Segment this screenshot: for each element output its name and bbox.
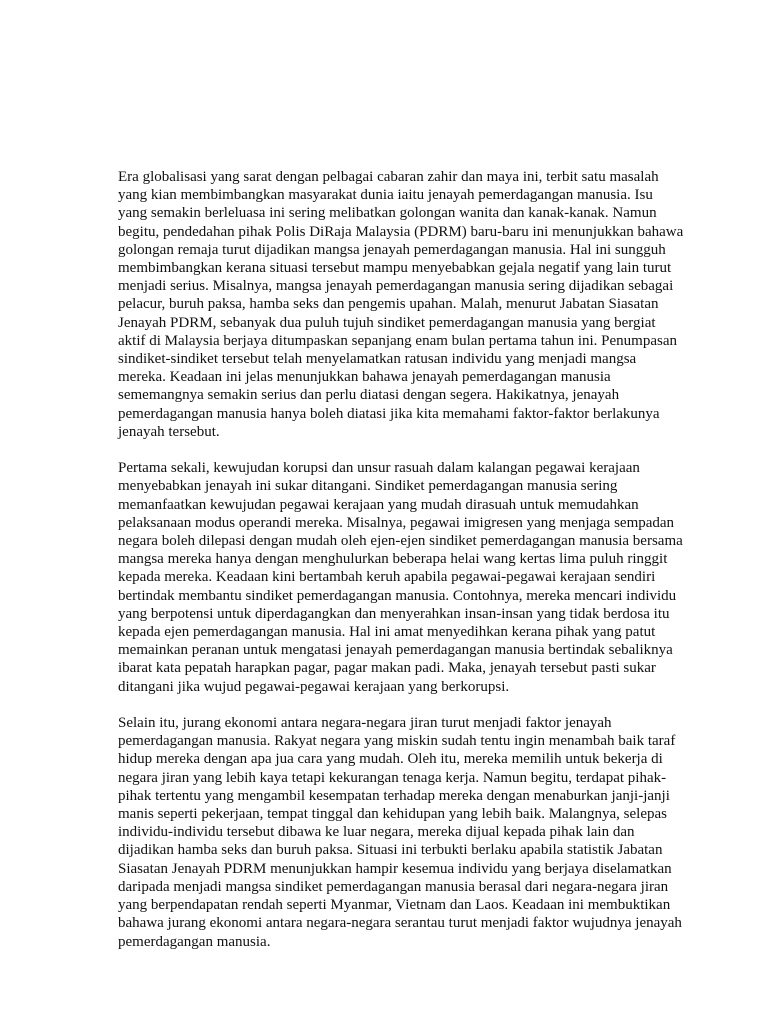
paragraph-line: Siasatan Jenayah PDRM menunjukkan hampir kesemua individu yang berjaya diselamatkan <box>118 860 672 877</box>
paragraph-2 <box>118 459 683 696</box>
paragraph-line: negara jiran yang lebih kaya tetapi kekurangan tenaga kerja. Namun begitu, terdapat pihak- <box>118 769 667 786</box>
paragraph-3 <box>118 714 682 951</box>
paragraph-line: ibarat kata pepatah harapkan pagar, pagar makan padi. Maka, jenayah tersebut pasti sukar <box>118 660 656 677</box>
paragraph-line: Era globalisasi yang sarat dengan pelbagai cabaran zahir dan maya ini, terbit satu masalah <box>118 169 659 185</box>
paragraph-line: pelaksanaan modus operandi mereka. Misalnya, pegawai imigresen yang menjaga sempadan <box>118 514 675 531</box>
paragraph-line: sindiket-sindiket tersebut telah menyelamatkan ratusan individu yang menjadi mangsa <box>118 351 637 368</box>
paragraph-line: menjadi serius. Misalnya, mangsa jenayah pemerdagangan manusia sering dijadikan sebagai <box>118 278 674 295</box>
paragraph-line: pemerdagangan manusia. <box>118 933 271 950</box>
paragraph-line: jenayah tersebut. <box>118 423 220 440</box>
paragraph-line: menyebabkan jenayah ini sukar ditangani. Sindiket pemerdagangan manusia sering <box>118 478 618 495</box>
paragraph-line: kepada mereka. Keadaan kini bertambah keruh apabila pegawai-pegawai kerajaan sendiri <box>118 569 656 586</box>
paragraph-line: dijadikan hamba seks dan buruh paksa. Situasi ini terbukti berlaku apabila statistik Jabatan <box>118 842 663 859</box>
paragraph-line: kepada ejen pemerdagangan manusia. Hal ini amat menyedihkan kerana pihak yang patut <box>118 624 656 641</box>
paragraph-line: negara boleh dilepasi dengan mudah oleh ejen-ejen sindiket pemerdagangan manusia bersama <box>118 533 683 550</box>
paragraph-line: pihak tertentu yang mengambil kesempatan terhadap mereka dengan menaburkan janji-janji <box>118 787 670 804</box>
paragraph-line: pelacur, buruh paksa, hamba seks dan pengemis upahan. Malah, menurut Jabatan Siasatan <box>118 296 659 313</box>
paragraph-line: hidup mereka dengan apa jua cara yang mudah. Oleh itu, mereka memilih untuk bekerja di <box>118 751 663 768</box>
paragraph-1 <box>118 168 684 441</box>
paragraph-line: daripada menjadi mangsa sindiket pemerdagangan manusia berasal dari negara-negara jiran <box>118 878 669 895</box>
paragraph-line: sememangnya semakin serius dan perlu diatasi dengan segera. Hakikatnya, jenayah <box>118 387 620 404</box>
paragraph-line: aktif di Malaysia berjaya ditumpaskan sepanjang enam bulan pertama tahun ini. Penumpasan <box>118 332 677 349</box>
paragraph-line: mereka. Keadaan ini jelas menunjukkan bahawa jenayah pemerdagangan manusia <box>118 369 611 386</box>
paragraph-line: Jenayah PDRM, sebanyak dua puluh tujuh sindiket pemerdagangan manusia yang bergiat <box>118 314 656 331</box>
paragraph-line: memainkan peranan untuk mengatasi jenayah pemerdagangan manusia bertindak sebaliknya <box>118 642 673 659</box>
paragraph-line: Selain itu, jurang ekonomi antara negara-negara jiran turut menjadi faktor jenayah <box>118 715 612 732</box>
paragraph-line: yang kian membimbangkan masyarakat dunia iaitu jenayah pemerdagangan manusia. Isu <box>118 187 653 204</box>
paragraph-line: yang semakin berleluasa ini sering melibatkan golongan wanita dan kanak-kanak. Namun <box>118 205 657 222</box>
paragraph-line: mangsa mereka hanya dengan menghulurkan beberapa helai wang kertas lima puluh ringgit <box>118 551 668 568</box>
paragraph-line: pemerdagangan manusia. Rakyat negara yang miskin sudah tentu ingin menambah baik taraf <box>118 733 676 750</box>
paragraph-line: begitu, pendedahan pihak Polis DiRaja Malaysia (PDRM) baru-baru ini menunjukkan bahawa <box>118 223 684 240</box>
paragraph-line: bertindak membantu sindiket pemerdagangan manusia. Contohnya, mereka mencari individu <box>118 587 677 604</box>
paragraph-line: ditangani jika wujud pegawai-pegawai kerajaan yang berkorupsi. <box>118 678 510 695</box>
paragraph-line: membimbangkan kerana situasi tersebut mampu menyebabkan gejala negatif yang lain turut <box>118 260 672 277</box>
paragraph-line: golongan remaja turut dijadikan mangsa jenayah pemerdagangan manusia. Hal ini sungguh <box>118 241 666 258</box>
paragraph-line: memanfaatkan kewujudan pegawai kerajaan yang mudah dirasuah untuk memudahkan <box>118 496 639 513</box>
document-body <box>118 168 684 951</box>
paragraph-line: yang berpendapatan rendah seperti Myanmar, Vietnam dan Laos. Keadaan ini membuktikan <box>118 897 671 914</box>
paragraph-line: bahawa jurang ekonomi antara negara-negara serantau turut menjadi faktor wujudnya jenayah <box>118 915 682 932</box>
paragraph-line: manis seperti pekerjaan, tempat tinggal dan kehidupan yang lebih baik. Malangnya, selepas <box>118 806 667 823</box>
paragraph-line: yang berpotensi untuk diperdagangkan dan menyerahkan insan-insan yang tidak berdosa itu <box>118 605 670 622</box>
paragraph-line: individu-individu tersebut dibawa ke luar negara, mereka dijual kepada pihak lain dan <box>118 824 635 841</box>
paragraph-line: pemerdagangan manusia hanya boleh diatasi jika kita memahami faktor-faktor berlakunya <box>118 405 660 422</box>
paragraph-line: Pertama sekali, kewujudan korupsi dan unsur rasuah dalam kalangan pegawai kerajaan <box>118 460 640 477</box>
